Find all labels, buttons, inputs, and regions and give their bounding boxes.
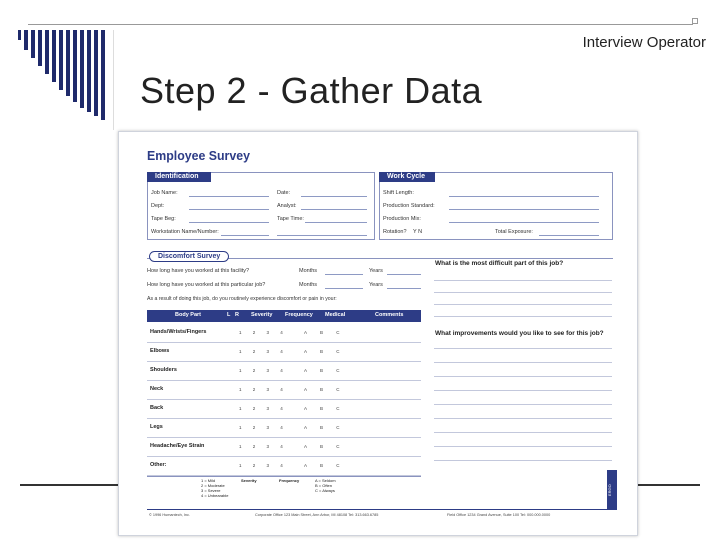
identification-bar: Identification xyxy=(147,172,211,182)
field-date: Date: xyxy=(277,190,291,196)
field-line xyxy=(305,222,367,223)
footer-left: © 1996 Humantech, Inc. xyxy=(149,513,191,517)
field-line xyxy=(277,235,367,236)
table-row xyxy=(147,438,421,457)
frequency-legend-title: Frequency xyxy=(279,478,300,483)
field-line xyxy=(387,274,421,275)
field-line xyxy=(221,235,269,236)
body-part-other: Other: xyxy=(150,462,167,468)
rotation-options: Y N xyxy=(413,229,423,235)
table-row xyxy=(147,419,421,438)
answer-line xyxy=(434,304,612,305)
footer-middle: Corporate Office 123 Main Street, Ann Arbor, MI 48108 Tel: 313.663.6785 xyxy=(255,513,379,517)
col-l: L xyxy=(227,312,231,318)
years-label: Years xyxy=(369,268,383,274)
field-line xyxy=(301,209,367,210)
field-line xyxy=(189,222,269,223)
field-line xyxy=(189,196,269,197)
field-line xyxy=(301,196,367,197)
table-row xyxy=(147,324,421,343)
field-analyst: Analyst: xyxy=(277,203,297,209)
answer-line xyxy=(434,292,612,293)
question-facility: How long have you worked at this facility? xyxy=(147,268,250,274)
severity-scale: 1 2 3 4 xyxy=(239,425,288,430)
body-part-shoulders: Shoulders xyxy=(150,367,177,373)
severity-scale: 1 2 3 4 xyxy=(239,368,288,373)
vertical-rule xyxy=(113,30,114,130)
decorative-bars xyxy=(18,30,118,130)
col-r: R xyxy=(235,312,239,318)
field-tape-time: Tape Time: xyxy=(277,216,304,222)
answer-line xyxy=(434,460,612,461)
table-row xyxy=(147,400,421,419)
field-line xyxy=(387,288,421,289)
frequency-scale: A B C xyxy=(304,425,346,430)
frequency-scale: A B C xyxy=(304,368,346,373)
field-line xyxy=(539,235,599,236)
question-improve: What improvements would you like to see for this job? xyxy=(435,330,604,337)
answer-line xyxy=(434,446,612,447)
months-label-2: Months xyxy=(299,282,318,288)
table-header xyxy=(147,310,421,322)
severity-legend-title: Severity xyxy=(241,478,257,483)
side-tab: ERGO xyxy=(607,470,617,510)
work-cycle-bar: Work Cycle xyxy=(379,172,435,182)
frequency-scale: A B C xyxy=(304,387,346,392)
footer-right: Field Office 1234 Grand Avenue, Suite 100 Tel: 000.000.0000 xyxy=(447,513,551,517)
field-workstation: Workstation Name/Number: xyxy=(151,229,219,235)
field-rotation: Rotation? xyxy=(383,229,407,235)
field-line xyxy=(449,196,599,197)
col-frequency: Frequency xyxy=(285,312,313,318)
question-job: How long have you worked at this particular job? xyxy=(147,282,266,288)
table-bottom-rule xyxy=(147,476,421,477)
employee-survey-form xyxy=(118,131,638,536)
answer-line xyxy=(434,362,612,363)
frequency-scale: A B C xyxy=(304,330,346,335)
answer-line xyxy=(434,432,612,433)
answer-line xyxy=(434,280,612,281)
answer-line xyxy=(434,376,612,377)
field-line xyxy=(449,209,599,210)
severity-scale: 1 2 3 4 xyxy=(239,330,288,335)
body-part-elbows: Elbows xyxy=(150,348,170,354)
field-job-name: Job Name: xyxy=(151,190,178,196)
col-body-part: Body Part xyxy=(175,312,201,318)
question-discomfort: As a result of doing this job, do you routinely experience discomfort or pain in your: xyxy=(147,296,337,302)
answer-line xyxy=(434,348,612,349)
col-medical: Medical xyxy=(325,312,346,318)
years-label-2: Years xyxy=(369,282,383,288)
field-line xyxy=(189,209,269,210)
frequency-scale: A B C xyxy=(304,463,346,468)
body-part-back: Back xyxy=(150,405,164,411)
field-line xyxy=(449,222,599,223)
table-row xyxy=(147,362,421,381)
table-row xyxy=(147,381,421,400)
top-rule xyxy=(28,24,693,25)
field-production-standard: Production Standard: xyxy=(383,203,435,209)
severity-legend: 1 = Mild 2 = Moderate 3 = Severe 4 = Unbearable xyxy=(201,478,229,498)
frequency-scale: A B C xyxy=(304,349,346,354)
frequency-scale: A B C xyxy=(304,406,346,411)
table-row xyxy=(147,457,421,476)
severity-scale: 1 2 3 4 xyxy=(239,444,288,449)
bottom-rule-left xyxy=(20,484,118,486)
question-difficult: What is the most difficult part of this job? xyxy=(435,260,564,267)
body-part-neck: Neck xyxy=(150,386,164,392)
form-heading: Employee Survey xyxy=(147,148,250,163)
field-dept: Dept: xyxy=(151,203,165,209)
body-part-hands: Hands/Wrists/Fingers xyxy=(150,329,207,335)
severity-scale: 1 2 3 4 xyxy=(239,387,288,392)
field-production-mix: Production Mix: xyxy=(383,216,421,222)
discomfort-survey-pill: Discomfort Survey xyxy=(149,251,229,262)
frequency-scale: A B C xyxy=(304,444,346,449)
answer-line xyxy=(434,404,612,405)
slide-subtitle: Interview Operator xyxy=(582,34,706,51)
answer-line xyxy=(434,418,612,419)
severity-scale: 1 2 3 4 xyxy=(239,349,288,354)
field-line xyxy=(325,274,363,275)
frequency-legend: A = Seldom B = Often C = Always xyxy=(315,478,336,493)
col-severity: Severity xyxy=(251,312,273,318)
field-tape-beg: Tape Beg: xyxy=(151,216,176,222)
severity-scale: 1 2 3 4 xyxy=(239,406,288,411)
field-shift-length: Shift Length: xyxy=(383,190,414,196)
severity-scale: 1 2 3 4 xyxy=(239,463,288,468)
answer-line xyxy=(434,390,612,391)
body-part-headache: Headache/Eye Strain xyxy=(150,443,205,449)
table-row xyxy=(147,343,421,362)
form-footer-rule xyxy=(147,509,613,510)
slide-title: Step 2 - Gather Data xyxy=(140,70,483,111)
col-comments: Comments xyxy=(375,312,404,318)
top-rule-tick xyxy=(692,18,698,24)
answer-line xyxy=(434,316,612,317)
body-part-legs: Legs xyxy=(150,424,163,430)
months-label: Months xyxy=(299,268,318,274)
field-total-exposure: Total Exposure: xyxy=(495,229,533,235)
bottom-rule-right xyxy=(638,484,700,486)
field-line xyxy=(325,288,363,289)
